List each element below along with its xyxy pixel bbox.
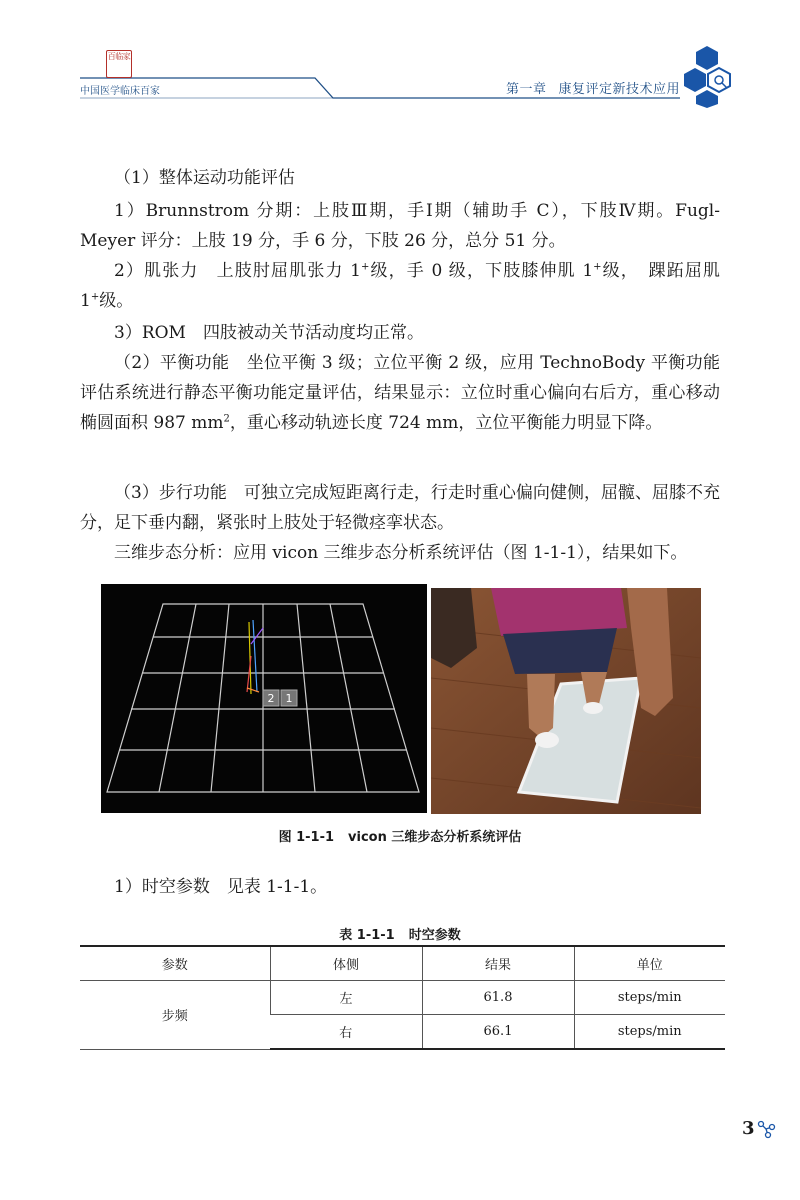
paragraph-spatiotemporal: 1）时空参数 见表 1-1-1。 bbox=[114, 877, 328, 897]
figure-caption bbox=[0, 826, 800, 845]
unit-cell: steps/min bbox=[574, 1015, 725, 1050]
walking-photo-image bbox=[431, 588, 701, 814]
spatiotemporal-table bbox=[80, 945, 725, 1050]
paragraph-brunnstrom: 1）Brunnstrom 分期：上肢Ⅲ期，手Ⅰ期（辅助手 C），下肢Ⅳ期。Fugl-Meyer 评分：上肢 19 分，手 6 分，下肢 26 分，总分 51 分。 bbox=[80, 201, 720, 251]
figure-title: vicon 三维步态分析系统评估 bbox=[348, 830, 522, 845]
chapter-title: 康复评定新技术应用 bbox=[558, 82, 681, 97]
paragraph-muscle-tone: 2）肌张力 上肢肘屈肌张力 1+级，手 0 级，下肢膝伸肌 1+级， 踝跖屈肌 1+级。 bbox=[80, 261, 720, 311]
side-cell: 右 bbox=[270, 1015, 422, 1050]
gait-grid-image bbox=[101, 584, 427, 813]
plate-label-1: 1 bbox=[285, 692, 293, 705]
table-label: 表 1-1-1 bbox=[339, 928, 395, 943]
col-header-param: 参数 bbox=[80, 946, 270, 981]
publisher-logo: 百临家 bbox=[106, 50, 132, 78]
col-header-unit: 单位 bbox=[574, 946, 725, 981]
col-header-result: 结果 bbox=[422, 946, 574, 981]
paragraph-rom: 3）ROM 四肢被动关节活动度均正常。 bbox=[114, 323, 424, 343]
value-cell: 61.8 bbox=[422, 981, 574, 1015]
figure-label: 图 1-1-1 bbox=[278, 830, 335, 845]
table-header-row bbox=[80, 946, 725, 981]
table-title: 时空参数 bbox=[408, 928, 461, 943]
side-cell: 左 bbox=[270, 981, 422, 1015]
series-name: 中国医学临床百家 bbox=[80, 86, 160, 97]
chapter-heading bbox=[506, 78, 680, 97]
col-header-side: 体侧 bbox=[270, 946, 422, 981]
page-number: 3 bbox=[742, 1118, 755, 1139]
section-heading-motor: （1）整体运动功能评估 bbox=[114, 168, 295, 188]
unit-cell: steps/min bbox=[574, 981, 725, 1015]
table-row bbox=[80, 981, 725, 1015]
paragraph-balance: （2）平衡功能 坐位平衡 3 级；立位平衡 2 级，应用 TechnoBody 平衡功能评估系统进行静态平衡功能定量评估，结果显示：立位时重心偏向右后方，重心移动椭圆面积 987 $mm^2$，重心移动轨迹长度 724 mm，立位平衡能力明显下降。 bbox=[80, 353, 720, 433]
param-cell: 步频 bbox=[80, 981, 270, 1050]
molecule-icon bbox=[756, 1118, 776, 1140]
figure-walking-photo bbox=[431, 588, 701, 814]
chapter-number: 第一章 bbox=[506, 82, 547, 97]
figure-3d-gait-grid bbox=[101, 584, 427, 813]
value-cell: 66.1 bbox=[422, 1015, 574, 1050]
hexagon-cluster-icon bbox=[684, 46, 730, 108]
table-caption bbox=[0, 924, 800, 943]
plate-label-2: 2 bbox=[267, 692, 275, 705]
paragraph-gait-analysis: 三维步态分析：应用 vicon 三维步态分析系统评估（图 1-1-1），结果如下。 bbox=[114, 543, 688, 563]
paragraph-walking: （3）步行功能 可独立完成短距离行走，行走时重心偏向健侧，屈髋、屈膝不充分，足下垂内翻，紧张时上肢处于轻微痉挛状态。 bbox=[80, 483, 720, 533]
